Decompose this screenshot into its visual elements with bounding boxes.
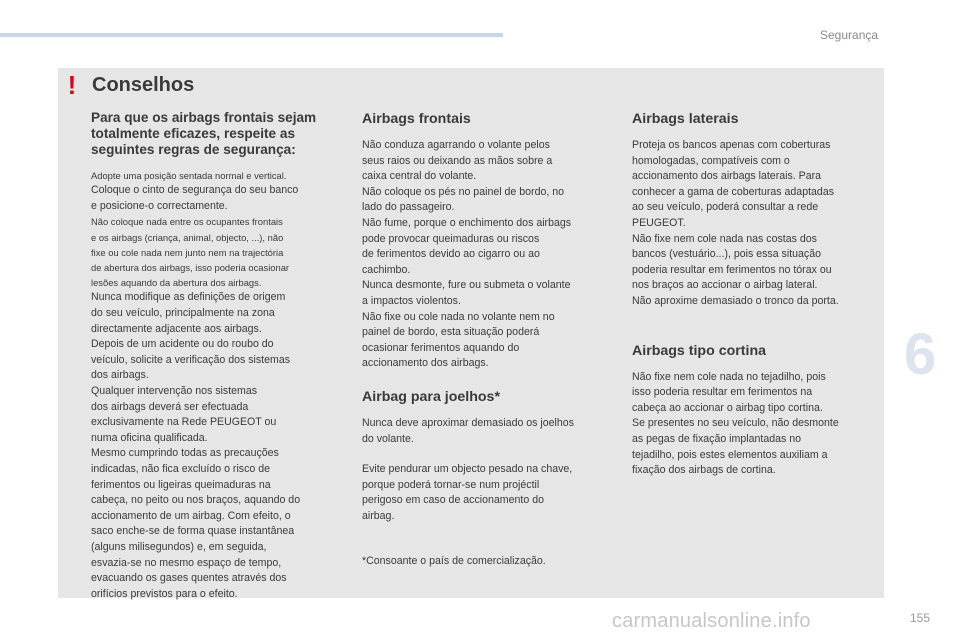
text-line: exclusivamente na Rede PEUGEOT ou <box>91 416 277 429</box>
text-line: a impactos violentos. <box>362 294 461 307</box>
text-line: numa oficina qualificada. <box>91 431 208 444</box>
section-label: Segurança <box>820 28 879 42</box>
text-line: fixação dos airbags de cortina. <box>632 464 776 477</box>
text-line: painel de bordo, esta situação poderá <box>362 326 540 339</box>
text-line: fixe ou cole nada nem junto nem na trajectória <box>91 246 284 258</box>
chapter-number: 6 <box>904 322 937 387</box>
text-line: ferimentos ou ligeiras queimaduras na <box>91 478 271 491</box>
text-line: poderia resultar em ferimentos no tórax ou <box>632 263 832 276</box>
page-number: 155 <box>910 611 931 625</box>
text-line: Nunca deve aproximar demasiado os joelhos <box>362 416 574 429</box>
text-line: esvazia-se no mesmo espaço de tempo, <box>91 556 282 569</box>
knee-airbag-heading: Airbag para joelhos* <box>362 388 500 405</box>
text-line: bancos (vestuário...), pois essa situação <box>632 248 822 261</box>
frontal-rules-text <box>91 168 343 602</box>
text-line: Depois de um acidente ou do roubo do <box>91 338 274 351</box>
text-line: seus raios ou deixando as mãos sobre a <box>362 154 553 167</box>
text-line: Não coloque os pés no painel de bordo, no <box>362 185 565 198</box>
text-line: nos braços ao accionar o airbag lateral. <box>632 279 818 292</box>
text-line: perigoso em caso de accionamento do <box>362 494 544 507</box>
knee-airbag-text-2 <box>362 462 612 524</box>
frontal-airbags-heading: Airbags frontais <box>362 111 471 127</box>
text-line: caixa central do volante. <box>362 170 477 183</box>
top-accent-bar <box>0 33 503 37</box>
text-line: porque poderá tornar-se num projéctil <box>362 478 540 491</box>
footnote: *Consoante o país de comercialização. <box>362 555 546 568</box>
curtain-airbags-heading: Airbags tipo cortina <box>632 342 767 359</box>
text-line: e posicione-o correctamente. <box>91 199 228 212</box>
text-line: saco enche-se de forma quase instantânea <box>91 525 295 538</box>
frontal-airbags-text <box>362 138 612 372</box>
text-line: Não fume, porque o enchimento dos airbags <box>362 216 572 229</box>
text-line: cabeça, no peito ou nos braços, aquando do <box>91 494 301 507</box>
text-line: dos airbags. <box>91 369 149 382</box>
text-line: do volante. <box>362 432 414 445</box>
text-line: cabeça ao accionar o airbag tipo cortina. <box>632 401 823 414</box>
frontal-rules-heading: Para que os airbags frontais sejam totalmente eficazes, respeite as seguintes regras de segurança: <box>91 110 317 157</box>
text-line: tejadilho, pois estes elementos auxiliam a <box>632 448 828 461</box>
text-line: as pegas de fixação implantadas no <box>632 432 802 445</box>
text-line: Proteja os bancos apenas com coberturas <box>632 139 831 151</box>
text-line: Se presentes no seu veículo, não desmonte <box>632 417 839 430</box>
watermark: carmanualsonline.info <box>612 610 811 632</box>
column-frontal-knee <box>362 110 612 570</box>
text-line: cachimbo. <box>362 263 411 276</box>
text-line: (alguns milisegundos) e, em seguida, <box>91 540 267 553</box>
text-line: veículo, solicite a verificação dos sistemas <box>91 353 291 366</box>
text-line: Não fixe nem cole nada no tejadilho, pois <box>632 370 826 383</box>
text-line: ao seu veículo, poderá consultar a rede <box>632 201 819 214</box>
text-line: lado do passageiro. <box>362 201 455 214</box>
text-line: isso poderia resultar em ferimentos na <box>632 386 813 399</box>
text-line: Coloque o cinto de segurança do seu banco <box>91 184 299 197</box>
lateral-airbags-heading: Airbags laterais <box>632 111 739 127</box>
text-line: de ferimentos devido ao cigarro ou ao <box>362 248 540 261</box>
text-line: de abertura dos airbags, isso poderia ocasionar <box>91 262 290 273</box>
text-line: Não coloque nada entre os ocupantes frontais <box>91 216 283 228</box>
text-line: PEUGEOT. <box>632 216 686 229</box>
panel-title: Conselhos <box>92 74 195 96</box>
text-line: accionamento dos airbags laterais. Para <box>632 170 822 183</box>
text-line: dos airbags deverá ser efectuada <box>91 400 249 413</box>
text-line: evacuando os gases quentes através dos <box>91 572 287 585</box>
warning-exclamation-icon: ! <box>67 70 77 100</box>
text-line: Nunca modifique as definições de origem <box>91 291 286 304</box>
text-line: orifícios previstos para o efeito. <box>91 587 238 600</box>
column-lateral-curtain <box>632 110 878 479</box>
text-line: Não fixe ou cole nada no volante nem no <box>362 310 555 323</box>
text-line: do seu veículo, principalmente na zona <box>91 307 275 319</box>
column-frontal-rules <box>91 110 343 602</box>
text-line: Evite pendurar um objecto pesado na chave, <box>362 463 573 476</box>
curtain-airbags-text <box>632 370 878 479</box>
text-line: airbag. <box>362 509 395 522</box>
knee-airbag-text <box>362 416 612 447</box>
text-line: accionamento de um airbag. Com efeito, o <box>91 509 291 522</box>
text-line: homologadas, compatíveis com o <box>632 154 790 167</box>
text-line: Qualquer intervenção nos sistemas <box>91 384 258 397</box>
lateral-airbags-text <box>632 138 878 310</box>
text-line: Mesmo cumprindo todas as precauções <box>91 447 279 460</box>
text-line: directamente adjacente aos airbags. <box>91 322 262 335</box>
text-line: Não fixe nem cole nada nas costas dos <box>632 232 817 245</box>
text-line: e os airbags (criança, animal, objecto, ...), não <box>91 231 284 243</box>
text-line: pode provocar queimaduras ou riscos <box>362 232 540 245</box>
text-line: conhecer a gama de coberturas adaptadas <box>632 185 835 198</box>
text-line: ocasionar ferimentos aquando do <box>362 341 520 354</box>
text-line: Não conduza agarrando o volante pelos <box>362 139 550 151</box>
text-line: Adopte uma posição sentada normal e vertical. <box>91 170 287 181</box>
text-line: Nunca desmonte, fure ou submeta o volante <box>362 279 571 292</box>
text-line: accionamento dos airbags. <box>362 357 489 370</box>
text-line: lesões aquando da abertura dos airbags. <box>91 277 262 289</box>
text-line: indicadas, não fica excluído o risco de <box>91 462 271 475</box>
text-line: Não aproxime demasiado o tronco da porta. <box>632 294 839 307</box>
